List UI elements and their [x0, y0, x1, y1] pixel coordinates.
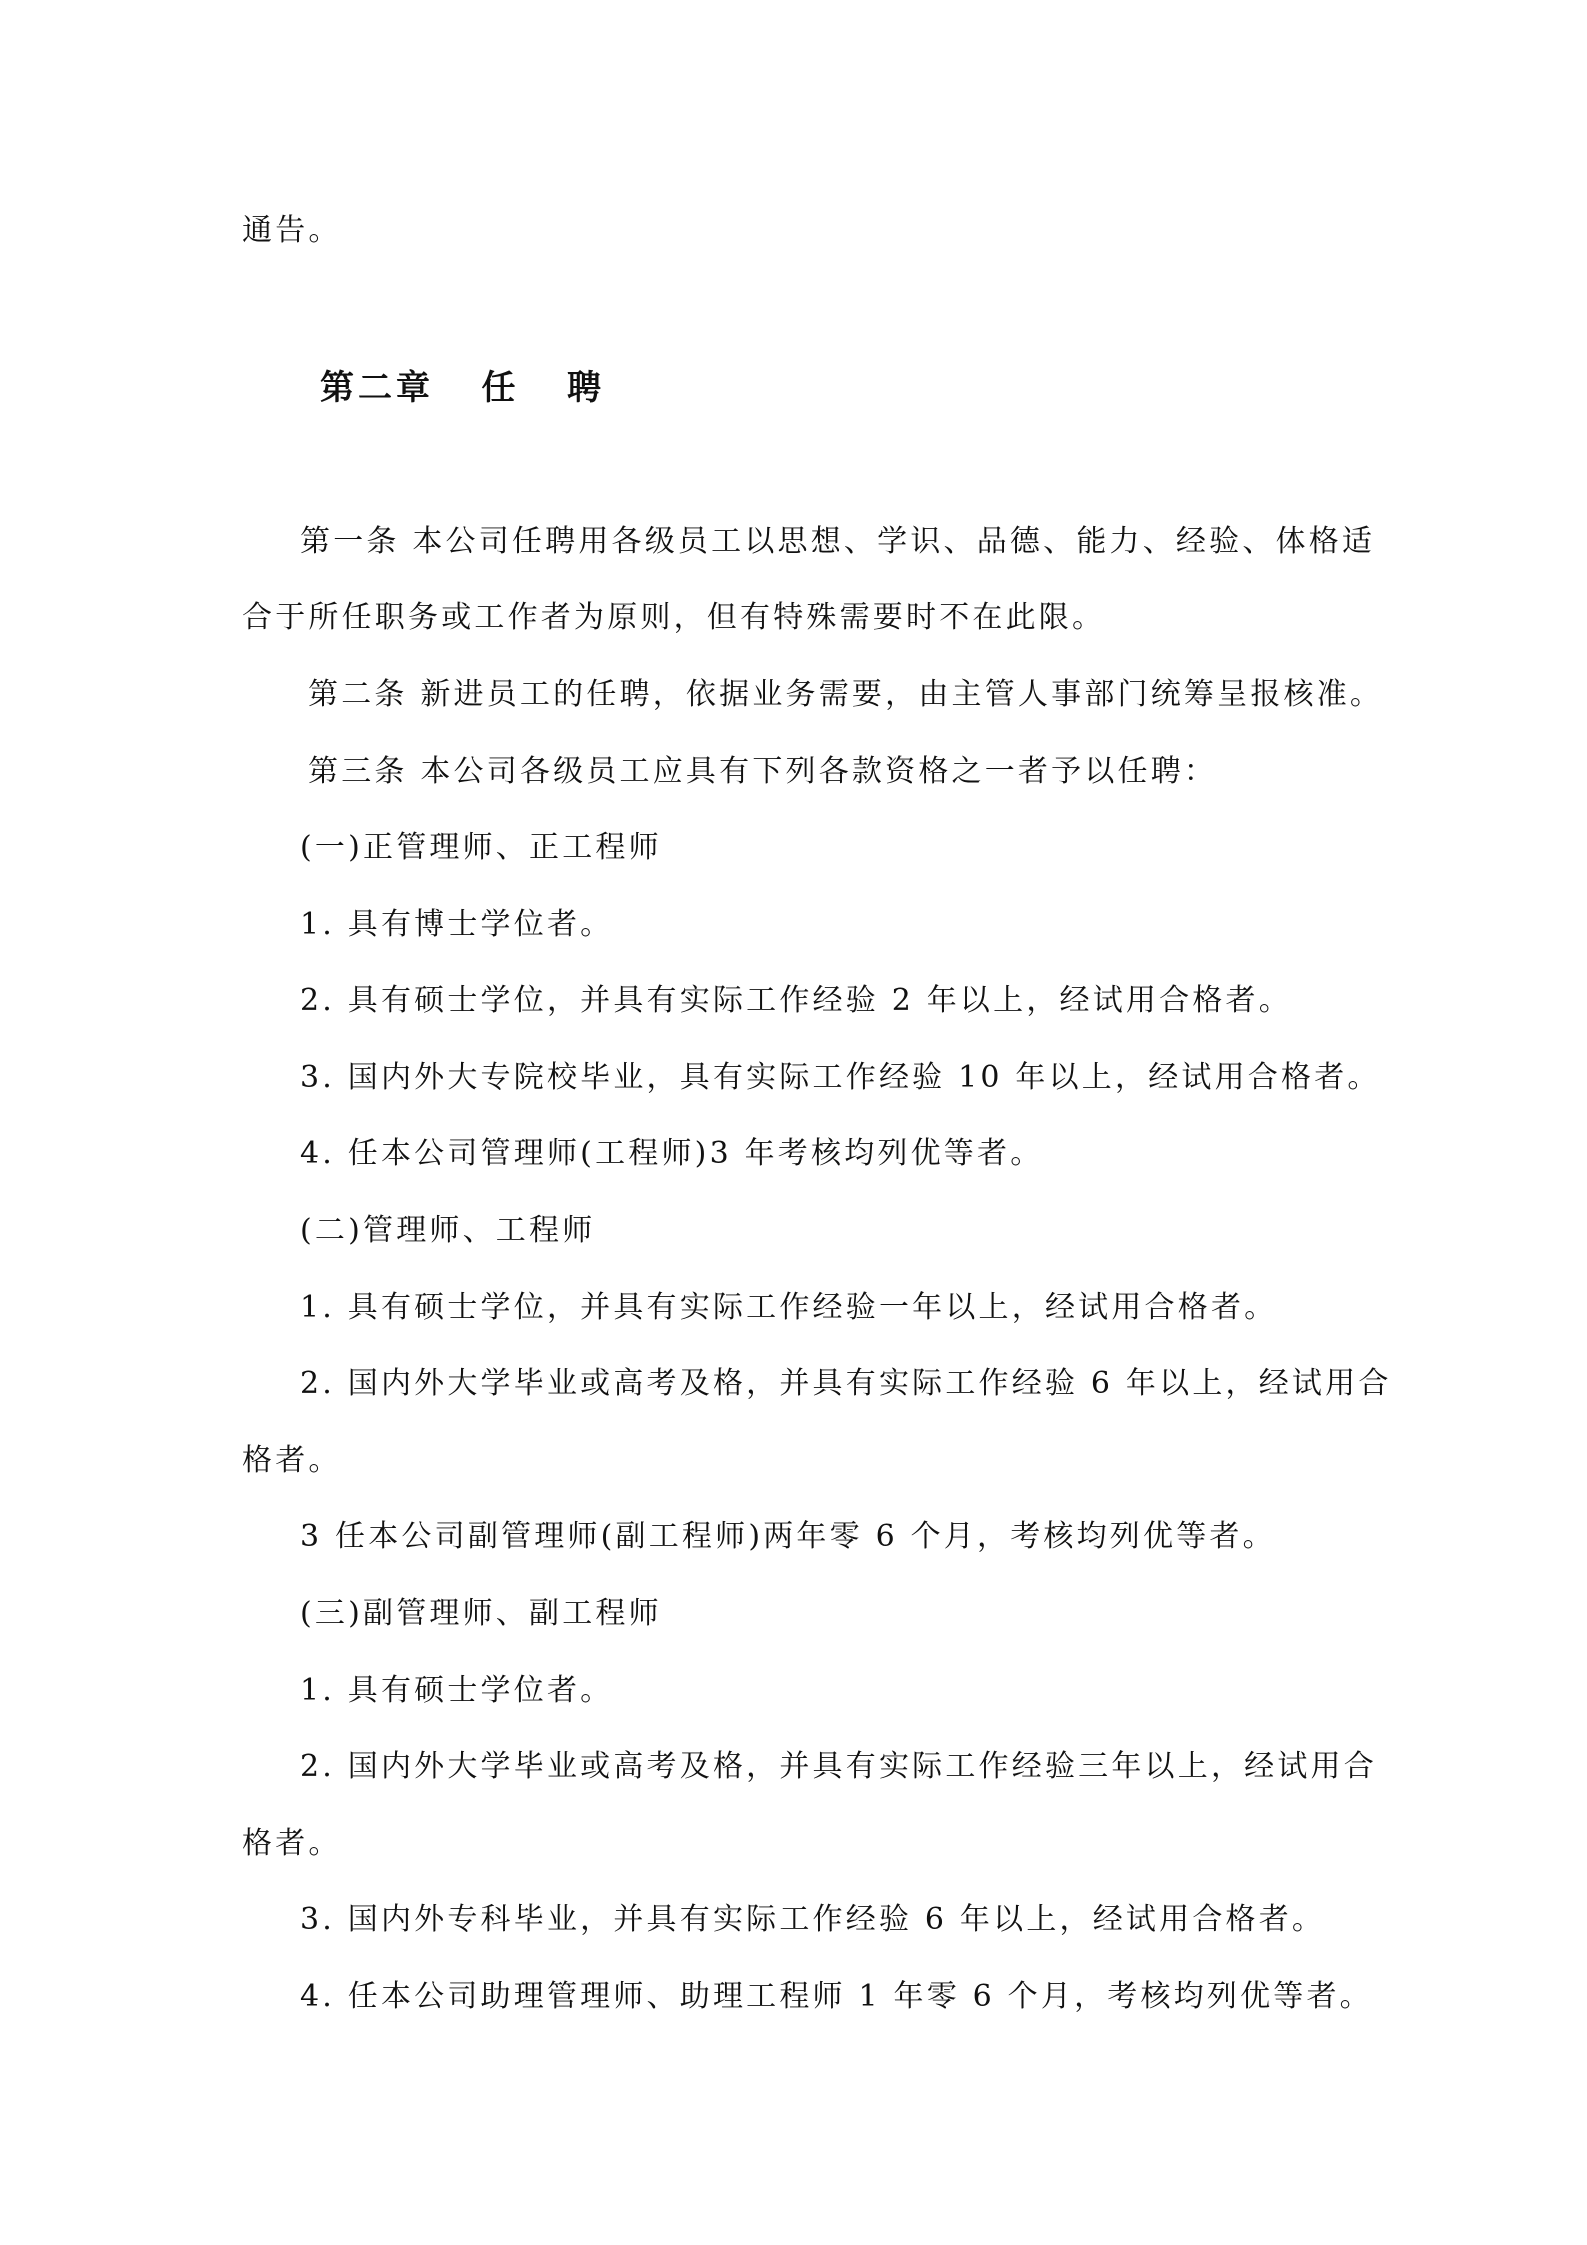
paragraph-tail: 通告。	[242, 213, 342, 248]
section-heading-1: (一)正管理师、正工程师	[300, 830, 662, 865]
list-item: 3. 国内外大专院校毕业，具有实际工作经验 10 年以上，经试用合格者。	[300, 1060, 1381, 1095]
list-item: 3 任本公司副管理师(副工程师)两年零 6 个月，考核均列优等者。	[300, 1519, 1276, 1554]
article-2: 第二条 新进员工的任聘，依据业务需要，由主管人事部门统筹呈报核准。	[308, 677, 1384, 712]
section-heading-3: (三)副管理师、副工程师	[300, 1596, 662, 1631]
article-1-line-2: 合于所任职务或工作者为原则，但有特殊需要时不在此限。	[242, 600, 1106, 635]
list-item: 3. 国内外专科毕业，并具有实际工作经验 6 年以上，经试用合格者。	[300, 1902, 1326, 1937]
list-item: 4. 任本公司助理管理师、助理工程师 1 年零 6 个月，考核均列优等者。	[300, 1979, 1373, 2014]
list-item-continuation: 格者。	[242, 1443, 342, 1478]
list-item: 1. 具有硕士学位者。	[300, 1673, 614, 1708]
list-item: 2. 具有硕士学位，并具有实际工作经验 2 年以上，经试用合格者。	[300, 983, 1292, 1018]
article-3: 第三条 本公司各级员工应具有下列各款资格之一者予以任聘：	[308, 754, 1218, 789]
section-heading-2: (二)管理师、工程师	[300, 1213, 596, 1248]
list-item: 2. 国内外大学毕业或高考及格，并具有实际工作经验 6 年以上，经试用合	[300, 1366, 1392, 1401]
article-1-line-1: 第一条 本公司任聘用各级员工以思想、学识、品德、能力、经验、体格适	[300, 524, 1376, 559]
list-item: 1. 具有硕士学位，并具有实际工作经验一年以上，经试用合格者。	[300, 1290, 1278, 1325]
list-item-continuation: 格者。	[242, 1826, 342, 1861]
list-item: 1. 具有博士学位者。	[300, 907, 614, 942]
list-item: 4. 任本公司管理师(工程师)3 年考核均列优等者。	[300, 1136, 1044, 1171]
list-item: 2. 国内外大学毕业或高考及格，并具有实际工作经验三年以上，经试用合	[300, 1749, 1377, 1784]
chapter-heading: 第二章 任 聘	[320, 368, 606, 408]
